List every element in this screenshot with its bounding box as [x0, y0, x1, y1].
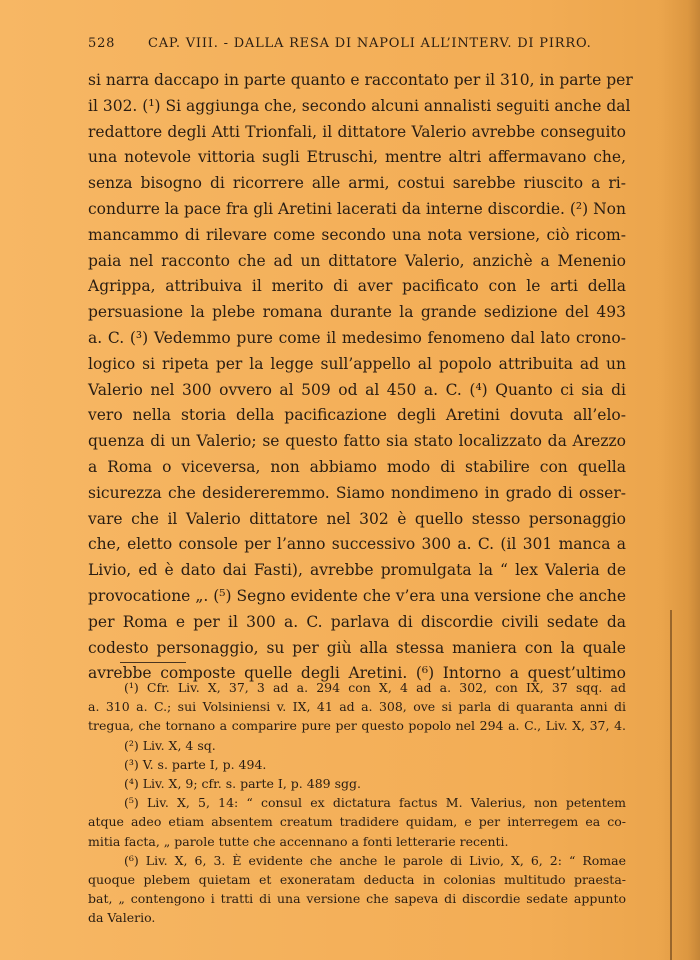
footnote-line: da Valerio. [88, 910, 156, 926]
page-header [88, 36, 628, 56]
footnote-line: (⁵) Liv. X, 5, 14: “ consul ex dictatura factus M. Valerius, non petentem [124, 795, 626, 811]
main-text [88, 68, 633, 687]
text-line: condurre la pace fra gli Aretini lacerati da interne discordie. (²) Non [88, 199, 626, 218]
text-line: senza bisogno di ricorrere alle armi, costui sarebbe riuscito a ri- [88, 174, 626, 193]
footnote-line: (¹) Cfr. Liv. X, 37, 3 ad a. 294 con X, 4 ad a. 302, con IX, 37 sqq. ad [124, 680, 626, 695]
page-edge-shadow [660, 0, 700, 960]
footnote-line: (²) Liv. X, 4 sq. [124, 737, 216, 753]
text-line: codesto personaggio, su per giù alla stessa maniera con la quale [88, 638, 626, 657]
text-line: per Roma e per il 300 a. C. parlava di discordie civili sedate da [88, 612, 626, 631]
footnote-line: mitia facta, „ parole tutte che accennano a fonti letterarie recenti. [88, 833, 509, 849]
text-line: Valerio nel 300 ovvero al 509 od al 450 a. C. (⁴) Quanto ci sia di [88, 380, 626, 399]
footnote-line: (³) V. s. parte I, p. 494. [124, 756, 267, 772]
page-number: 528 [88, 36, 116, 51]
text-line: provocatione „. (⁵) Segno evidente che v’era una versione che anche [88, 586, 626, 605]
text-line: mancammo di rilevare come secondo una nota versione, ciò ricom- [88, 225, 626, 244]
text-line: a Roma o viceversa, non abbiamo modo di stabilire con quella [88, 457, 626, 476]
footnote-line: bat, „ contengono i tratti di una versione che sapeva di discordie sedate appunto [88, 891, 626, 907]
footnotes [88, 678, 626, 928]
text-line: redattore degli Atti Trionfali, il dittatore Valerio avrebbe conseguito [88, 122, 626, 141]
footnote-line: tregua, che tornano a comparire pure per questo popolo nel 294 a. C., Liv. X, 37, 4. [88, 718, 626, 734]
footnote-line: atque adeo etiam absentem creatum tradidere quidam, e per interregem ea co- [88, 814, 626, 830]
text-line: che, eletto console per l’anno successivo 300 a. C. (il 301 manca a [88, 535, 626, 554]
text-line: avrebbe composte quelle degli Aretini. (⁶) Intorno a quest’ultimo [88, 664, 626, 683]
text-line: paia nel racconto che ad un dittatore Valerio, anzichè a Menenio [88, 251, 626, 270]
running-title: CAP. VIII. - DALLA RESA DI NAPOLI ALL’INTERV. DI PIRRO. [148, 36, 592, 51]
text-line: si narra daccapo in parte quanto e raccontato per il 310, in parte per [88, 71, 633, 89]
text-line: vero nella storia della pacificazione degli Aretini dovuta all’elo- [88, 406, 626, 425]
footnote-line: a. 310 a. C.; sui Volsiniensi v. IX, 41 ad a. 308, ove si parla di quaranta anni di [88, 699, 626, 715]
text-line: a. C. (³) Vedemmo pure come il medesimo fenomeno dal lato crono- [88, 328, 626, 347]
text-line: Livio, ed è dato dai Fasti), avrebbe promulgata la “ lex Valeria de [88, 561, 626, 580]
text-line: Agrippa, attribuiva il merito di aver pacificato con le arti della [88, 277, 626, 296]
text-line: una notevole vittoria sugli Etruschi, mentre altri affermavano che, [88, 148, 626, 167]
footnote-line: (⁶) Liv. X, 6, 3. È evidente che anche le parole di Livio, X, 6, 2: “ Romae [124, 852, 626, 868]
text-line: il 302. (¹) Si aggiunga che, secondo alcuni annalisti seguiti anche dal [88, 96, 631, 115]
page-edge-line [670, 610, 672, 960]
footnote-separator [120, 662, 186, 663]
footnote-line: quoque plebem quietam et exoneratam deducta in colonias multitudo praesta- [88, 872, 626, 888]
text-line: vare che il Valerio dittatore nel 302 è quello stesso personaggio [88, 509, 626, 528]
text-line: logico si ripeta per la legge sull’appello al popolo attribuita ad un [88, 354, 626, 373]
footnote-line: (⁴) Liv. X, 9; cfr. s. parte I, p. 489 sgg. [124, 776, 361, 792]
text-line: sicurezza che desidereremmo. Siamo nondimeno in grado di osser- [88, 483, 626, 502]
text-line: quenza di un Valerio; se questo fatto sia stato localizzato da Arezzo [88, 432, 626, 451]
text-line: persuasione la plebe romana durante la grande sedizione del 493 [88, 303, 626, 322]
